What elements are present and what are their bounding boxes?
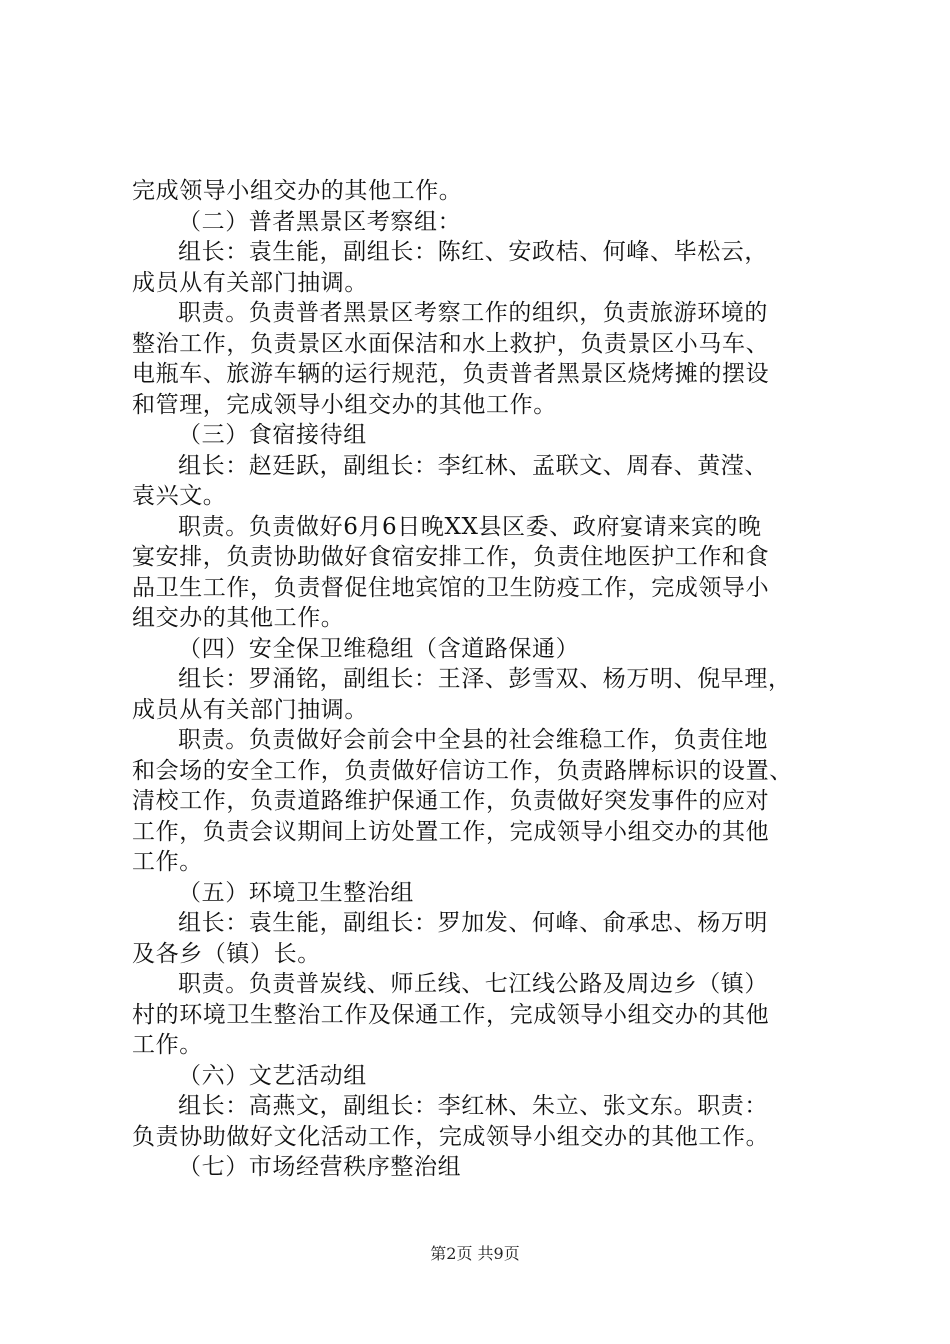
text-line: 成员从有关部门抽调。 (132, 696, 368, 723)
text-line: 整治工作，负责景区水面保洁和水上救护，负责景区小马车、 (132, 330, 770, 357)
text-line: 品卫生工作，负责督促住地宾馆的卫生防疫工作，完成领导小 (132, 574, 770, 601)
text-line: 职责。负责做好会前会中全县的社会维稳工作，负责住地 (178, 727, 768, 753)
document-body (132, 176, 836, 1183)
text-line: 工作。 (132, 849, 203, 875)
text-line: （七）市场经营秩序整治组 (178, 1154, 462, 1180)
text-line: 和会场的安全工作，负责做好信访工作，负责路牌标识的设置、 (132, 757, 793, 784)
text-line: 组长：袁生能，副组长：陈红、安政桔、何峰、毕松云， (178, 239, 768, 265)
text-line: 职责。负责做好6月6日晚XX县区委、政府宴请来宾的晚 (178, 513, 762, 540)
text-line: 组长：高燕文，副组长：李红林、朱立、张文东。职责： (178, 1093, 768, 1119)
text-line: 职责。负责普炭线、师丘线、七江线公路及周边乡（镇） (178, 971, 768, 997)
text-line: （二）普者黑景区考察组： (178, 208, 462, 235)
text-line: 宴安排，负责协助做好食宿安排工作，负责住地医护工作和食 (132, 544, 770, 570)
text-line: 工作。 (132, 1032, 203, 1058)
text-line: 组交办的其他工作。 (132, 605, 345, 631)
text-line: （四）安全保卫维稳组（含道路保通） (178, 635, 580, 662)
text-line: 及各乡（镇）长。 (132, 940, 321, 967)
text-line: 袁兴文。 (132, 483, 227, 509)
text-line: 组长：赵廷跃，副组长：李红林、孟联文、周春、黄滢、 (178, 452, 768, 479)
text-line: 组长：袁生能，副组长：罗加发、何峰、俞承忠、杨万明 (178, 910, 768, 936)
text-line: 电瓶车、旅游车辆的运行规范，负责普者黑景区烧烤摊的摆设 (132, 361, 770, 387)
text-line: 负责协助做好文化活动工作，完成领导小组交办的其他工作。 (132, 1123, 770, 1150)
text-line: 工作，负责会议期间上访处置工作，完成领导小组交办的其他 (132, 818, 770, 845)
text-line: （三）食宿接待组 (178, 422, 367, 448)
text-line: 和管理，完成领导小组交办的其他工作。 (132, 391, 557, 418)
text-line: 成员从有关部门抽调。 (132, 269, 368, 296)
text-line: 完成领导小组交办的其他工作。 (132, 178, 463, 204)
text-line: （五）环境卫生整治组 (178, 879, 414, 906)
text-line: 村的环境卫生整治工作及保通工作，完成领导小组交办的其他 (132, 1001, 770, 1028)
page-footer: 第2页 共9页 (430, 1244, 520, 1263)
text-line: 职责。负责普者黑景区考察工作的组织，负责旅游环境的 (178, 300, 768, 326)
text-line: 清校工作，负责道路维护保通工作，负责做好突发事件的应对 (132, 788, 770, 814)
text-line: 组长：罗涌铭，副组长：王泽、彭雪双、杨万明、倪早理， (178, 666, 792, 692)
text-line: （六）文艺活动组 (178, 1062, 367, 1089)
